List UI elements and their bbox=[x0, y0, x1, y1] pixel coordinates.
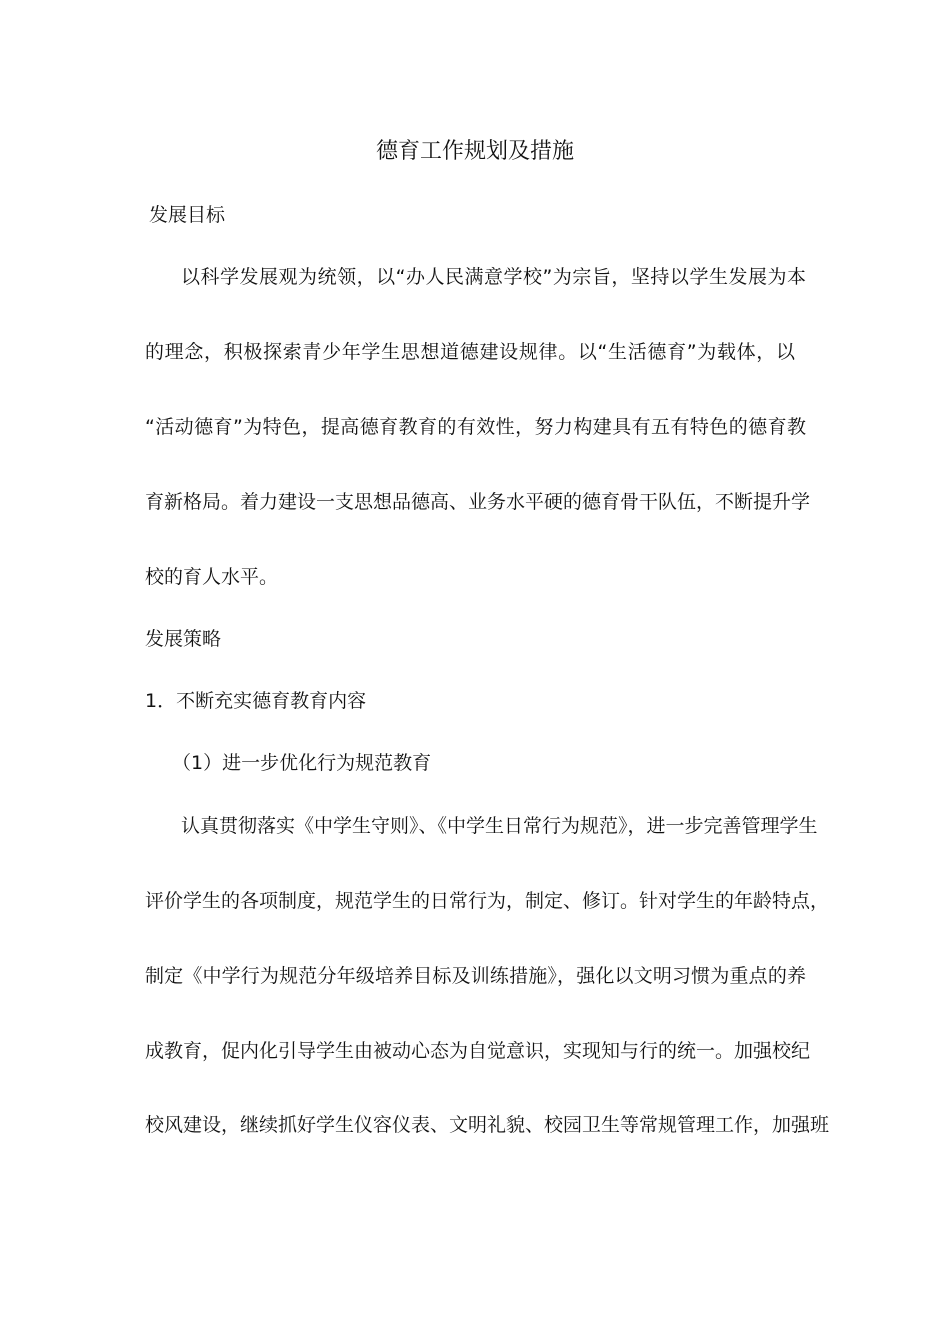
norms-line-3: 制定《中学行为规范分年级培养目标及训练措施》，强化以文明习惯为重点的养 bbox=[145, 965, 806, 987]
norms-line-2: 评价学生的各项制度，规范学生的日常行为，制定、修订。针对学生的年龄特点， bbox=[145, 890, 830, 912]
goals-line-4: 育新格局。着力建设一支思想品德高、业务水平硬的德育骨干队伍，不断提升学 bbox=[145, 491, 811, 513]
goals-line-3: “活动德育”为特色，提高德育教育的有效性，努力构建具有五有特色的德育教 bbox=[145, 416, 806, 438]
goals-line-1: 以科学发展观为统领，以“办人民满意学校”为宗旨，坚持以学生发展为本 bbox=[181, 266, 806, 288]
sub-item-1-1: （1）进一步优化行为规范教育 bbox=[172, 752, 432, 774]
list-item-1: 1．不断充实德育教育内容 bbox=[145, 690, 367, 712]
document-title: 德育工作规划及措施 bbox=[375, 139, 574, 164]
section-heading-goals: 发展目标 bbox=[149, 204, 226, 226]
norms-line-4: 成教育，促内化引导学生由被动心态为自觉意识，实现知与行的统一。加强校纪 bbox=[145, 1040, 811, 1062]
norms-line-5: 校风建设，继续抓好学生仪容仪表、文明礼貌、校园卫生等常规管理工作，加强班 bbox=[145, 1114, 830, 1136]
goals-line-5: 校的育人水平。 bbox=[145, 566, 279, 588]
section-heading-strategy: 发展策略 bbox=[145, 628, 222, 650]
goals-line-2: 的理念，积极探索青少年学生思想道德建设规律。以“生活德育”为载体，以 bbox=[145, 341, 795, 363]
norms-line-1: 认真贯彻落实《中学生守则》、《中学生日常行为规范》，进一步完善管理学生 bbox=[181, 815, 818, 837]
